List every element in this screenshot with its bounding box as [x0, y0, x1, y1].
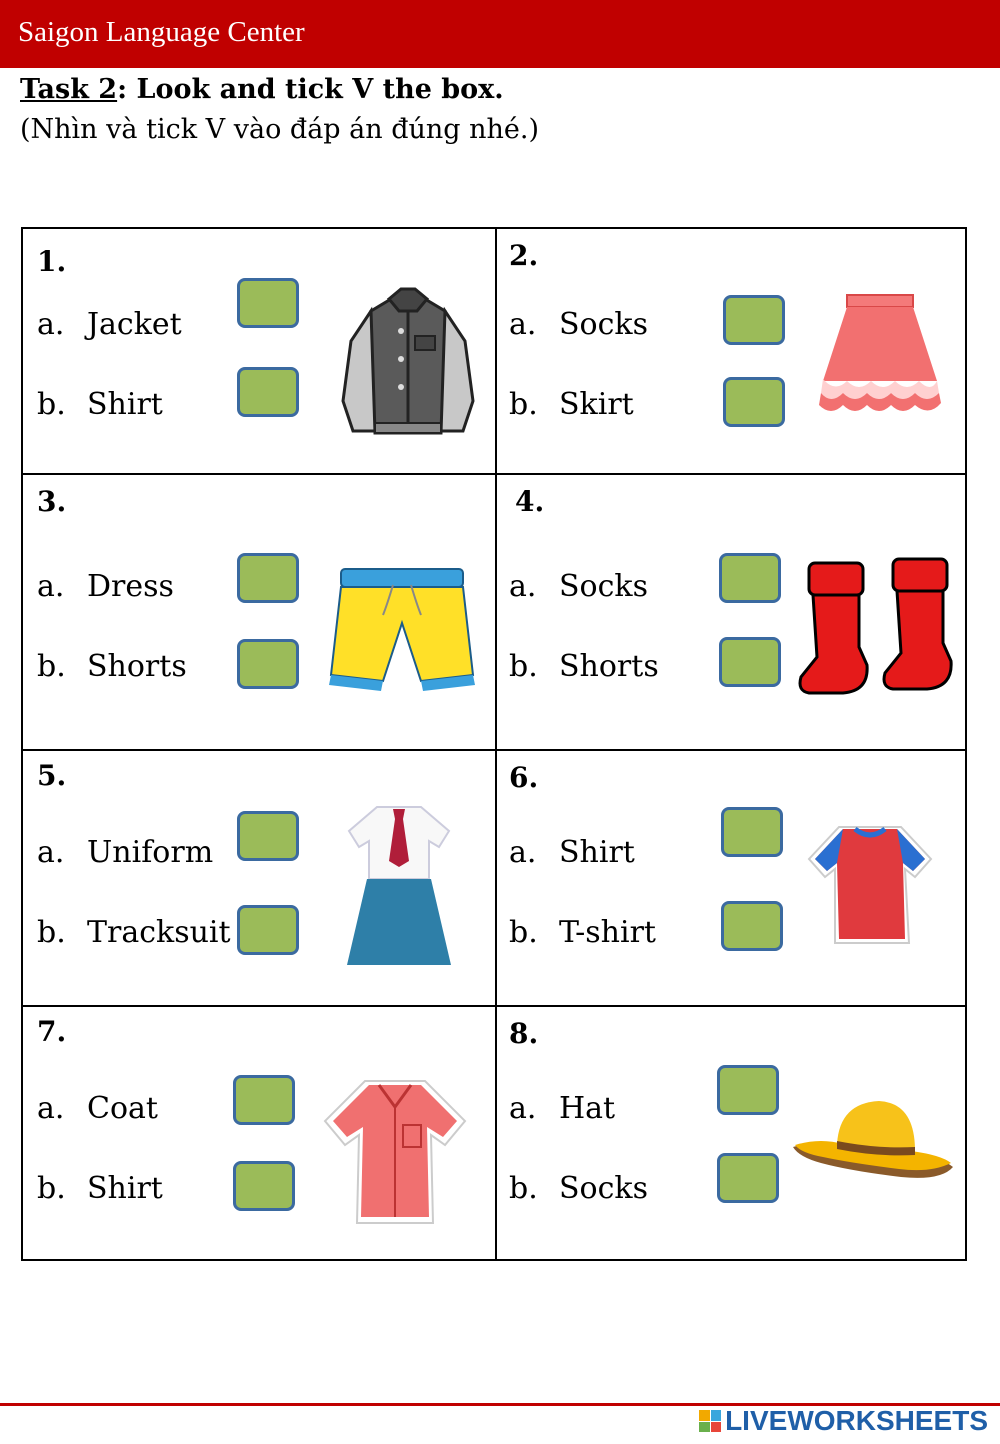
checkbox-b[interactable]	[721, 901, 783, 951]
option-b-label: T-shirt	[559, 915, 656, 950]
question-number: 8.	[509, 1017, 539, 1050]
checkbox-a[interactable]	[233, 1075, 295, 1125]
header-bar	[0, 0, 1000, 68]
checkbox-b[interactable]	[233, 1161, 295, 1211]
grid-divider	[23, 749, 965, 751]
option-b: b. T-shirt	[509, 915, 656, 950]
checkbox-b[interactable]	[717, 1153, 779, 1203]
question-number: 6.	[509, 761, 539, 794]
option-b: b. Shorts	[37, 649, 187, 684]
checkbox-a[interactable]	[237, 811, 299, 861]
checkbox-a[interactable]	[717, 1065, 779, 1115]
option-a-label: Hat	[559, 1091, 616, 1126]
question-number: 2.	[509, 239, 539, 272]
question-number: 1.	[37, 245, 67, 278]
option-a: a. Dress	[37, 569, 174, 604]
option-b-label: Shirt	[87, 1171, 163, 1206]
option-a-label: Shirt	[559, 835, 635, 870]
question-number: 4.	[515, 485, 545, 518]
option-a-label: Coat	[87, 1091, 158, 1126]
grid-divider	[23, 473, 965, 475]
option-b-label: Shorts	[87, 649, 187, 684]
task-title	[20, 74, 504, 105]
checkbox-b[interactable]	[237, 639, 299, 689]
t-shirt-image	[805, 819, 935, 951]
task-instruction: : Look and tick V the box.	[117, 74, 504, 105]
option-a-label: Dress	[87, 569, 174, 604]
jacket-image	[331, 281, 485, 439]
checkbox-a[interactable]	[723, 295, 785, 345]
option-a-label: Socks	[559, 569, 648, 604]
liveworksheets-logo	[699, 1404, 988, 1438]
option-b: b. Skirt	[509, 387, 634, 422]
option-b-label: Skirt	[559, 387, 634, 422]
question-number: 3.	[37, 485, 67, 518]
hat-image	[791, 1097, 955, 1189]
liveworksheets-icon	[699, 1410, 721, 1432]
option-b-label: Socks	[559, 1171, 648, 1206]
skirt-image	[811, 293, 951, 421]
option-a: a. Coat	[37, 1091, 158, 1126]
checkbox-a[interactable]	[237, 553, 299, 603]
question-number: 7.	[37, 1015, 67, 1048]
checkbox-a[interactable]	[719, 553, 781, 603]
task-subtitle: (Nhìn và tick V vào đáp án đúng nhé.)	[20, 114, 540, 145]
shirt-image	[321, 1075, 469, 1231]
exercise-grid	[21, 227, 967, 1261]
option-a-label: Jacket	[87, 307, 182, 342]
shorts-image	[327, 565, 477, 693]
task-label: Task 2	[20, 74, 118, 105]
grid-divider	[495, 229, 497, 1259]
option-a: a. Uniform	[37, 835, 214, 870]
option-b-label: Shirt	[87, 387, 163, 422]
option-a: a. Socks	[509, 307, 648, 342]
option-a: a. Hat	[509, 1091, 616, 1126]
checkbox-a[interactable]	[237, 278, 299, 328]
checkbox-b[interactable]	[237, 905, 299, 955]
checkbox-b[interactable]	[237, 367, 299, 417]
option-a: a. Socks	[509, 569, 648, 604]
option-b: b. Shirt	[37, 387, 163, 422]
option-a: a. Shirt	[509, 835, 635, 870]
option-a-label: Uniform	[87, 835, 214, 870]
option-b-label: Tracksuit	[87, 915, 231, 950]
socks-image	[795, 557, 955, 699]
option-b: b. Shorts	[509, 649, 659, 684]
question-number: 5.	[37, 759, 67, 792]
checkbox-a[interactable]	[721, 807, 783, 857]
checkbox-b[interactable]	[719, 637, 781, 687]
option-a: a. Jacket	[37, 307, 182, 342]
option-b: b. Socks	[509, 1171, 648, 1206]
uniform-image	[343, 801, 455, 969]
option-b-label: Shorts	[559, 649, 659, 684]
grid-divider	[23, 1005, 965, 1007]
checkbox-b[interactable]	[723, 377, 785, 427]
header-title: Saigon Language Center	[18, 16, 305, 48]
option-a-label: Socks	[559, 307, 648, 342]
option-b: b. Tracksuit	[37, 915, 231, 950]
liveworksheets-brand: LIVEWORKSHEETS	[725, 1405, 988, 1436]
option-b: b. Shirt	[37, 1171, 163, 1206]
